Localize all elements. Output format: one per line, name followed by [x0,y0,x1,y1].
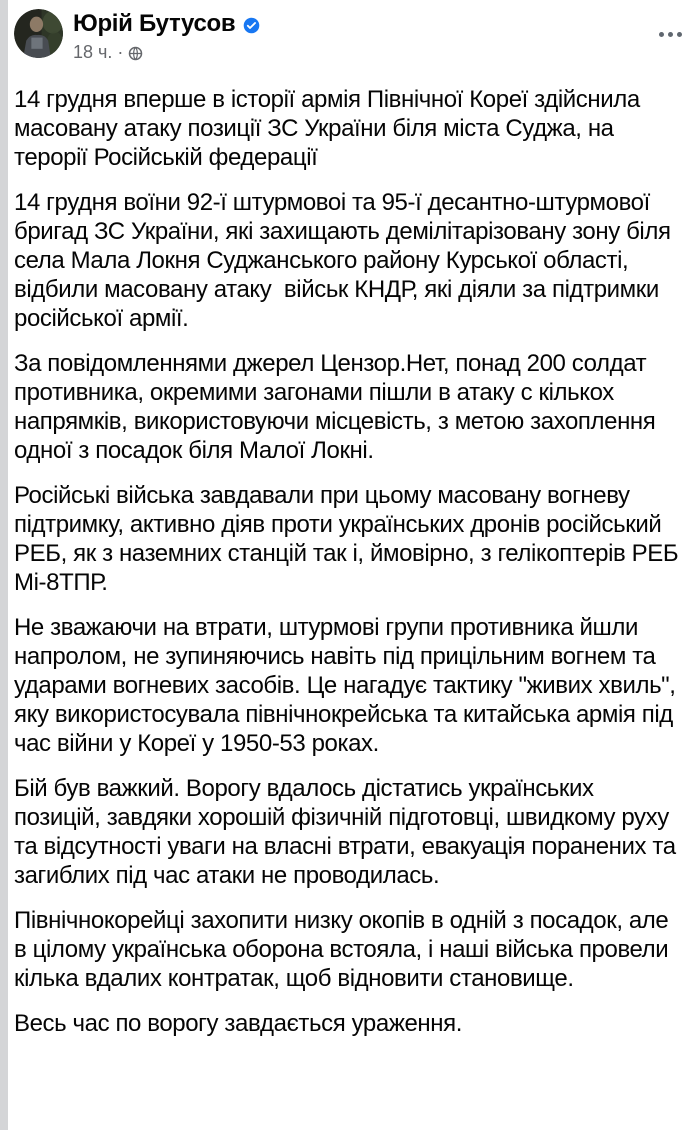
profile-photo [14,9,63,58]
post-body [0,63,698,1038]
ellipsis-icon[interactable] [657,22,684,47]
timestamp[interactable]: 18 ч. [73,42,113,63]
verified-badge-icon [243,17,260,34]
globe-icon [128,46,143,61]
post-paragraph: 14 грудня воїни 92-ї штурмовоі та 95-ї десантно-штурмової бригад ЗС України, які захищають демілітарізовану зону біля села Мала Локня Суджанського району Курської області, відбили масовану атаку військ КНДР, які діяли за підтримки російської армії. [14,189,677,333]
avatar[interactable] [14,9,63,58]
post-paragraph: Весь час по ворогу завдається ураження. [14,1010,462,1038]
post-paragraph: Північнокорейці захопити низку окопів в одній з посадок, але в цілому українська оборона встояла, і наші війська провели кілька вдалих контратак, щоб відновити становище. [14,907,675,993]
name-row [73,11,657,37]
screen-edge-strip [0,0,8,1130]
ellipsis-dot [677,32,682,37]
post-paragraph: Російські війська завдавали при цьому масовану вогневу підтримку, активно діяв проти українських дронів російський РЕБ, як з наземних станцій так і, ймовірно, з гелікоптерів РЕБ Мі-8ТПР. [14,482,685,597]
post-meta[interactable] [73,42,657,63]
post-paragraph: Бій був важкий. Ворогу вдалось дістатись українських позицій, завдяки хорошій фізичній підготовці, швидкому руху та відсутності уваги на власні втрати, евакуація поранених та загиблих під час атаки не проводилась. [14,775,682,890]
post-paragraph: За повідомленнями джерел Цензор.Нет, понад 200 солдат противника, окремими загонами пішли в атаку с кількох напрямків, використовуючи місцевість, з метою захоплення одної з посадок біля Малої Локні. [14,350,662,465]
post-header [0,0,698,63]
header-info [73,9,657,63]
post-paragraph: Не зважаючи на втрати, штурмові групи противника йшли напролом, не зупиняючись навіть під прицільним вогнем та ударами вогневих засобів. Це нагадує тактику "живих хвиль", яку використосувала північнокрейська та китайська армія під час війни у Кореї у 1950-53 роках. [14,614,682,758]
post-paragraph: 14 грудня вперше в історії армія Північної Кореї здійснила масовану атаку позиції ЗС України біля міста Суджа, на терорії Російській федерації [14,86,647,172]
meta-separator: · [117,42,124,63]
author-name[interactable]: Юрій Бутусов [73,10,236,37]
ellipsis-dot [668,32,673,37]
ellipsis-dot [659,32,664,37]
